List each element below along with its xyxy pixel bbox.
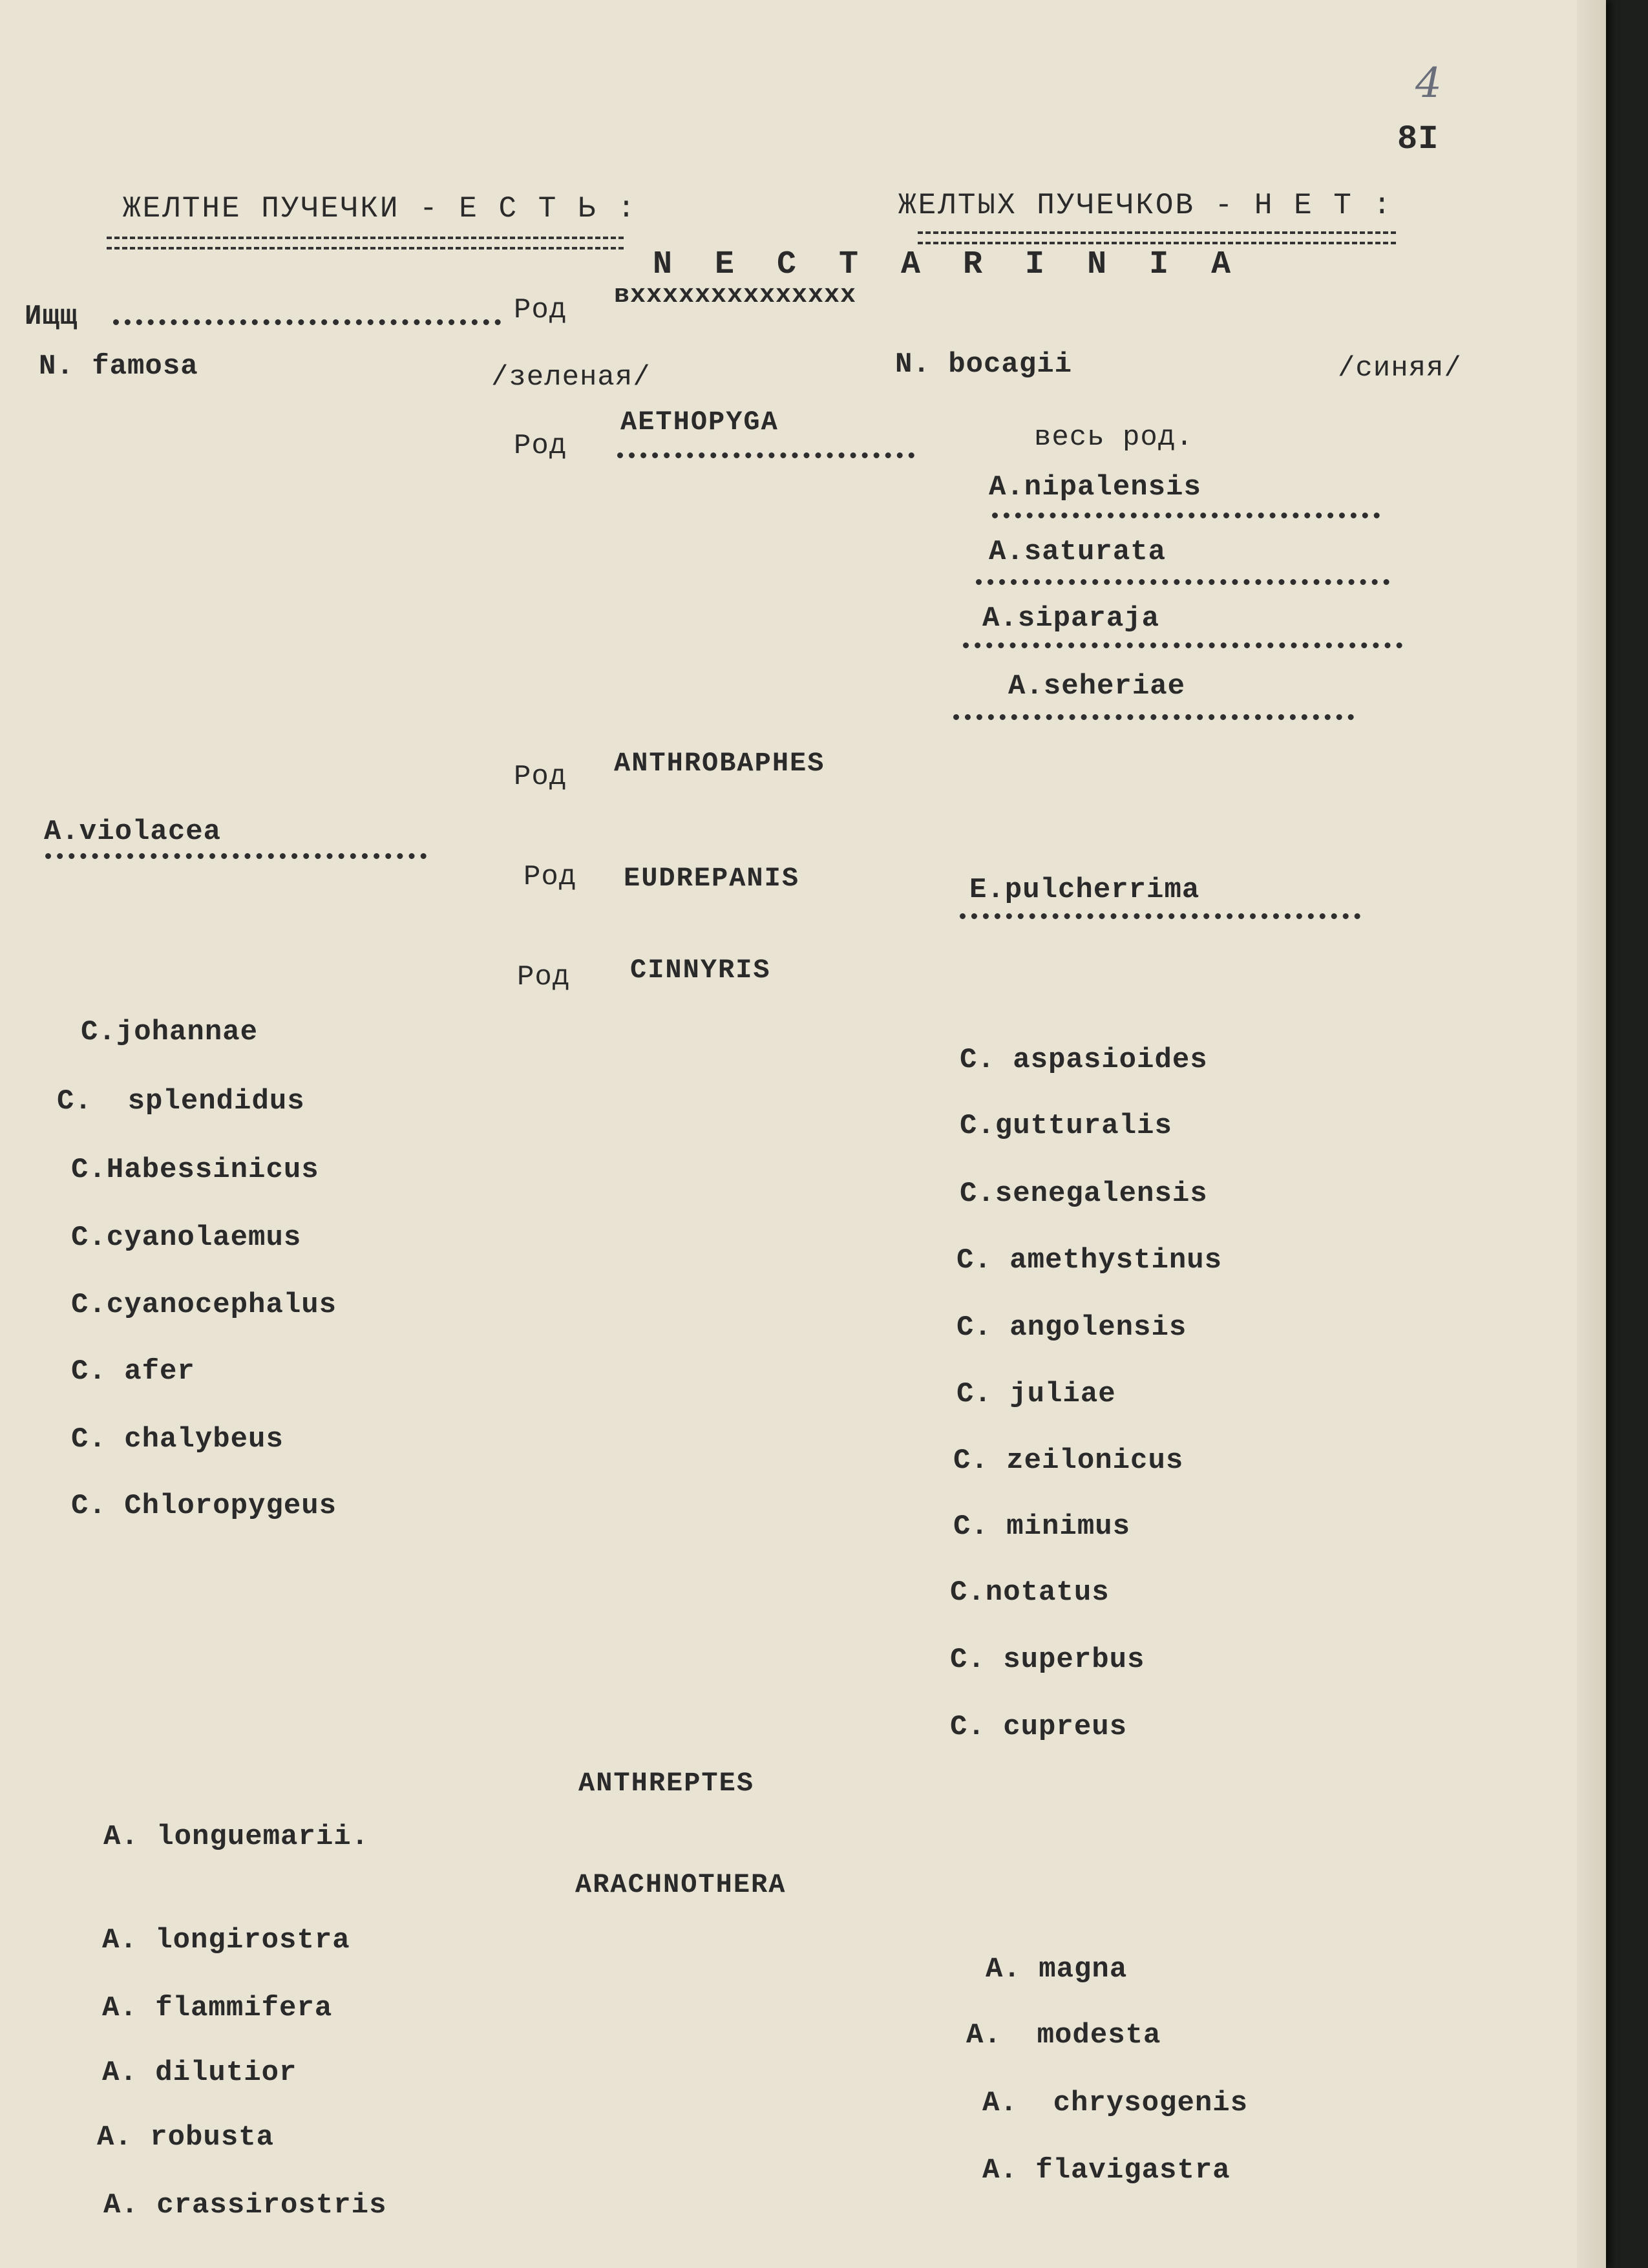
nectarinia-rod-label: Род <box>514 294 567 326</box>
header-present: ЖЕЛТНЕ ПУЧЕЧКИ - Е С Т Ь : <box>123 192 637 226</box>
family-title: N E C T A R I N I A <box>653 246 1243 283</box>
eudrepanis-pulcherrima: E.pulcherrima <box>969 874 1200 906</box>
eudrepanis-rod-label: Род <box>523 861 577 893</box>
arachnothera-right-2: A. modesta <box>966 2019 1161 2051</box>
aethopyga-species-2: A.saturata <box>989 536 1167 568</box>
page-number: 8I <box>1397 120 1439 158</box>
aethopyga-species-2-dots <box>976 579 1389 585</box>
cinnyris-left-3: C.Habessinicus <box>71 1154 319 1186</box>
cinnyris-right-6: C. juliae <box>956 1378 1116 1410</box>
arachnothera-right-3: A. chrysogenis <box>982 2087 1249 2119</box>
aethopyga-whole-genus: весь род. <box>1034 421 1194 454</box>
header-present-underline-2 <box>107 247 624 249</box>
anthreptes-genus: ANTHREPTES <box>578 1768 755 1799</box>
arachnothera-left-5: A. crassirostris <box>103 2189 387 2221</box>
aethopyga-rod-label: Род <box>514 430 567 462</box>
eudrepanis-genus: EUDREPANIS <box>624 863 800 894</box>
cinnyris-rod-label: Род <box>517 961 571 993</box>
aethopyga-species-1-dots <box>992 513 1380 518</box>
arachnothera-left-1: A. longirostra <box>102 1924 350 1956</box>
arachnothera-genus: ARACHNOTHERA <box>575 1869 787 1900</box>
nectarinia-struck-genus: вхххххххххххххх <box>614 281 857 310</box>
aethopyga-species-4-dots <box>953 714 1354 720</box>
cinnyris-right-9: C.notatus <box>950 1576 1110 1609</box>
arachnothera-right-1: A. magna <box>986 1953 1128 1986</box>
anthrobaphes-violacea: A.violacea <box>44 816 222 848</box>
header-absent-underline <box>918 231 1396 234</box>
cinnyris-right-2: C.gutturalis <box>960 1110 1172 1142</box>
aethopyga-species-3-dots <box>963 642 1402 648</box>
page-edge <box>1577 0 1606 2268</box>
cinnyris-right-7: C. zeilonicus <box>953 1445 1184 1477</box>
cinnyris-genus: CINNYRIS <box>630 955 771 986</box>
cinnyris-right-10: C. superbus <box>950 1644 1145 1676</box>
nectarinia-left-word: Ищщ <box>25 301 78 333</box>
cinnyris-left-1: C.johannae <box>81 1016 259 1048</box>
cinnyris-left-5: C.cyanocephalus <box>71 1289 337 1321</box>
nectarinia-famosa: N. famosa <box>39 350 198 383</box>
cinnyris-left-2: C. splendidus <box>57 1085 305 1118</box>
cinnyris-right-1: C. aspasioides <box>960 1044 1208 1076</box>
aethopyga-species-3: A.siparaja <box>982 602 1160 635</box>
cinnyris-left-8: C. Chloropygeus <box>71 1490 337 1522</box>
arachnothera-right-4: A. flavigastra <box>982 2154 1231 2187</box>
header-present-underline <box>107 237 624 239</box>
anthrobaphes-rod-label: Род <box>514 761 567 793</box>
anthrobaphes-genus: ANTHROBAPHES <box>614 748 825 779</box>
nectarinia-bocagii: N. bocagii <box>895 348 1073 381</box>
arachnothera-left-3: A. dilutior <box>102 2057 297 2089</box>
anthreptes-longuemarii: A. longuemarii. <box>103 1821 370 1853</box>
cinnyris-left-6: C. afer <box>71 1355 195 1388</box>
cinnyris-right-3: C.senegalensis <box>960 1178 1208 1210</box>
cinnyris-right-11: C. cupreus <box>950 1711 1128 1743</box>
cinnyris-right-5: C. angolensis <box>956 1311 1187 1344</box>
handwritten-mark: 4 <box>1415 59 1442 107</box>
aethopyga-genus: AETHOPYGA <box>620 407 779 438</box>
arachnothera-left-2: A. flammifera <box>102 1992 333 2024</box>
aethopyga-dotted-leader <box>617 452 914 458</box>
header-absent-underline-2 <box>918 242 1396 244</box>
cinnyris-right-8: C. minimus <box>953 1510 1131 1543</box>
nectarinia-blue-label: /синяя/ <box>1338 352 1462 385</box>
aethopyga-species-1: A.nipalensis <box>989 471 1201 503</box>
arachnothera-left-4: A. robusta <box>97 2121 275 2154</box>
aethopyga-species-4: A.seheriae <box>1008 670 1186 703</box>
eudrepanis-pulcherrima-dots <box>960 913 1360 919</box>
nectarinia-dotted-leader <box>113 319 501 325</box>
cinnyris-left-7: C. chalybeus <box>71 1423 284 1456</box>
cinnyris-right-4: C. amethystinus <box>956 1244 1223 1277</box>
anthrobaphes-violacea-dots <box>45 853 427 859</box>
header-absent: ЖЕЛТЫХ ПУЧЕЧКОВ - Н Е Т : <box>898 189 1393 222</box>
cinnyris-left-4: C.cyanolaemus <box>71 1222 302 1254</box>
nectarinia-green-label: /зеленая/ <box>491 361 651 394</box>
